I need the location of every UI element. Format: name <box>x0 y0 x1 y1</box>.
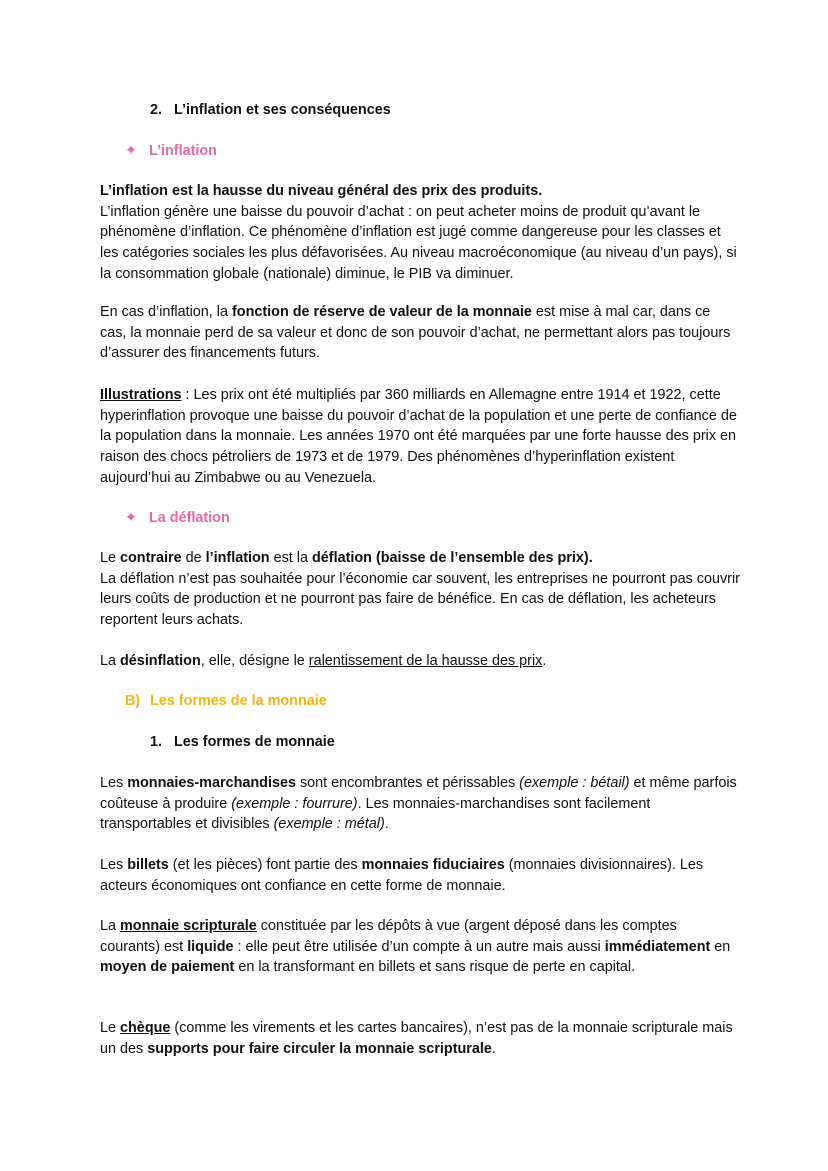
monnaie-scripturale-paragraph: La monnaie scripturale constituée par les dépôts à vue (argent déposé dans les comptes courants) est liquide : elle peut être utilisée d’un compte à un autre mais aussi immédiatement en moyen de paiement en la transformant en billets et sans risque de perte en capital. <box>100 918 731 976</box>
section-b-title: Les formes de la monnaie <box>150 693 327 709</box>
monnaies-marchandises-paragraph: Les monnaies-marchandises sont encombrantes et périssables (exemple : bétail) et même parfois coûteuse à produire (exemple : fourrure). Les monnaies-marchandises sont facilement transportables et divisibles (exemple : métal). <box>100 775 737 833</box>
section-1-heading <box>150 732 790 753</box>
cheque-paragraph: Le chèque (comme les virements et les cartes bancaires), n’est pas de la monnaie scripturale mais un des supports pour faire circuler la monnaie scripturale. <box>100 1020 733 1057</box>
deflation-heading <box>125 508 765 529</box>
illustrations-paragraph: Illustrations : Les prix ont été multipliés par 360 milliards en Allemagne entre 1914 et 1922, cette hyperinflation provoque une baisse du pouvoir d’achat de la population et une perte de confiance de la population dans la monnaie. Les années 1970 ont été marquées par une forte hausse des prix en raison des chocs pétroliers de 1973 et de 1979. Des phénomènes d’hyperinflation existent aujourd’hui au Zimbabwe ou au Venezuela. <box>100 387 737 486</box>
section-letter: B) <box>125 693 141 709</box>
disinflation-term: désinflation <box>120 653 201 669</box>
illustrations-label: Illustrations <box>100 387 182 403</box>
reserve-value-paragraph: En cas d’inflation, la fonction de réserve de valeur de la monnaie est mise à mal car, dans ce cas, la monnaie perd de sa valeur et donc de son pouvoir d’achat, ne permettant alors pas toujours d’assurer des financements futurs. <box>100 304 731 362</box>
inflation-definition: L’inflation est la hausse du niveau général des prix des produits <box>100 183 539 199</box>
disinflation-definition: ralentissement de la hausse des prix <box>308 653 543 669</box>
section-number: 2. <box>150 102 163 118</box>
section-b-heading <box>125 691 765 712</box>
deflation-definition: déflation (baisse de l’ensemble des prix). <box>311 550 593 566</box>
billets-paragraph: Les billets (et les pièces) font partie des monnaies fiduciaires (monnaies divisionnaires). Les acteurs économiques ont confiance en cette forme de monnaie. <box>100 857 704 894</box>
deflation-definition-paragraph: Le contraire de l’inflation est la déflation (baisse de l’ensemble des prix). La déflation n’est pas souhaitée pour l’économie car souvent, les entreprises ne pourront pas couvrir leurs coûts de production et ne pourront pas faire de bénéfice. En cas de déflation, les acheteurs reportent leurs achats. <box>100 550 740 629</box>
section-2-heading <box>150 100 790 121</box>
inflation-explanation: L’inflation génère une baisse du pouvoir d’achat : on peut acheter moins de produit qu’avant le phénomène d’inflation. Ce phénomène d’inflation est jugé comme dangereuse pour les classes et les catégories sociales les plus défavorisées. Au niveau macroéconomique (au niveau d’un pays), si la consommation globale (nationale) diminue, le PIB va diminuer. <box>100 203 737 282</box>
section-number: 1. <box>150 734 163 750</box>
deflation-heading-label: La déflation <box>149 510 230 526</box>
inflation-heading-label: L’inflation <box>149 143 217 159</box>
section-title: Les formes de monnaie <box>174 734 335 750</box>
section-title: L’inflation et ses conséquences <box>174 102 391 118</box>
inflation-heading <box>125 141 765 162</box>
reserve-value-term: fonction de réserve de valeur de la monnaie <box>232 304 532 320</box>
disinflation-paragraph: La désinflation, elle, désigne le ralentissement de la hausse des prix. <box>100 653 547 669</box>
inflation-definition-paragraph: L’inflation est la hausse du niveau général des prix des produits. L’inflation génère une baisse du pouvoir d’achat : on peut acheter moins de produit qu’avant le phénomène d’inflation. Ce phénomène d’inflation est jugé comme dangereuse pour les classes et les catégories sociales les plus défavorisées. Au niveau macroéconomique (au niveau d’un pays), si la consommation globale (nationale) diminue, le PIB va diminuer. <box>100 183 737 282</box>
deflation-explanation: La déflation n’est pas souhaitée pour l’économie car souvent, les entreprises ne pourront pas couvrir leurs coûts de production et ne pourront pas faire de bénéfice. En cas de déflation, les acheteurs reportent leurs achats. <box>100 570 740 629</box>
sparkle-bullet-icon: ✦ <box>125 143 138 159</box>
sparkle-bullet-icon: ✦ <box>125 510 138 526</box>
